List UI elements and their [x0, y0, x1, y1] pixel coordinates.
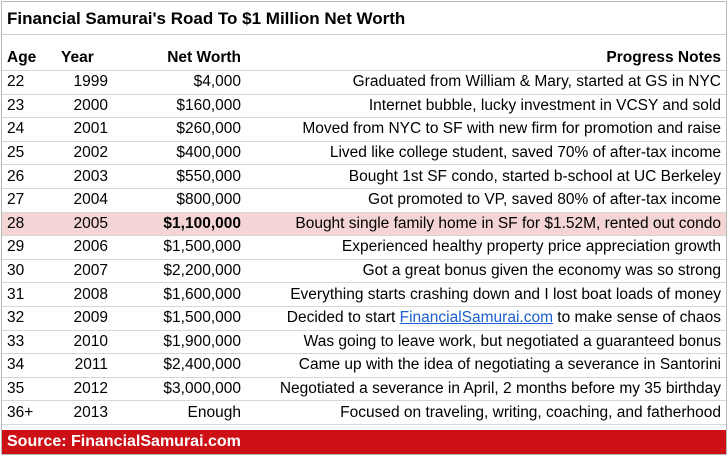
table-row: [2, 330, 726, 354]
age-cell: 33: [2, 330, 56, 354]
age-cell: 36+: [2, 401, 56, 425]
table-row: [2, 141, 726, 165]
column-header-year: Year: [56, 46, 113, 71]
note-cell: Bought 1st SF condo, started b-school at UC Berkeley: [246, 165, 726, 189]
age-cell: 25: [2, 141, 56, 165]
net-worth-cell: $2,200,000: [113, 259, 246, 283]
table-row: [2, 283, 726, 307]
net-worth-cell: $1,100,000: [113, 212, 246, 236]
note-cell: Got promoted to VP, saved 80% of after-tax income: [246, 188, 726, 212]
year-cell: 2005: [56, 212, 113, 236]
age-cell: 24: [2, 118, 56, 142]
age-cell: 29: [2, 236, 56, 260]
financialsamurai-link[interactable]: FinancialSamurai.com: [399, 309, 553, 327]
note-cell: Everything starts crashing down and I lost boat loads of money: [246, 283, 726, 307]
table-row: [2, 306, 726, 330]
year-cell: 2011: [56, 354, 113, 378]
net-worth-cell: $1,900,000: [113, 330, 246, 354]
age-cell: 23: [2, 94, 56, 118]
year-cell: 2008: [56, 283, 113, 307]
net-worth-cell: Enough: [113, 401, 246, 425]
net-worth-cell: $550,000: [113, 165, 246, 189]
note-text-after-link: to make sense of chaos: [552, 309, 721, 327]
column-header-age: Age: [2, 46, 56, 71]
year-cell: 2010: [56, 330, 113, 354]
year-cell: 2009: [56, 306, 113, 330]
net-worth-cell: $2,400,000: [113, 354, 246, 378]
year-cell: 2013: [56, 401, 113, 425]
age-cell: 34: [2, 354, 56, 378]
table-row: [2, 377, 726, 401]
header-row: [2, 46, 726, 71]
age-cell: 35: [2, 377, 56, 401]
table-row: [2, 401, 726, 425]
spreadsheet: [1, 1, 727, 455]
note-cell: Was going to leave work, but negotiated a guaranteed bonus: [246, 330, 726, 354]
note-cell: Graduated from William & Mary, started at GS in NYC: [246, 71, 726, 95]
column-header-net-worth: Net Worth: [113, 46, 246, 71]
note-cell: [246, 306, 726, 330]
year-cell: 2000: [56, 94, 113, 118]
net-worth-cell: $3,000,000: [113, 377, 246, 401]
age-cell: 22: [2, 71, 56, 95]
age-cell: 30: [2, 259, 56, 283]
year-cell: 2003: [56, 165, 113, 189]
note-cell: Focused on traveling, writing, coaching, and fatherhood: [246, 401, 726, 425]
net-worth-cell: $1,500,000: [113, 236, 246, 260]
net-worth-cell: $800,000: [113, 188, 246, 212]
table-row: [2, 94, 726, 118]
table-title: Financial Samurai's Road To $1 Million Net Worth: [2, 2, 726, 35]
net-worth-cell: $4,000: [113, 71, 246, 95]
age-cell: 26: [2, 165, 56, 189]
year-cell: 1999: [56, 71, 113, 95]
year-cell: 2001: [56, 118, 113, 142]
table-row: [2, 236, 726, 260]
net-worth-cell: $1,500,000: [113, 306, 246, 330]
age-cell: 28: [2, 212, 56, 236]
note-cell: Experienced healthy property price appreciation growth: [246, 236, 726, 260]
age-cell: 31: [2, 283, 56, 307]
net-worth-table: [2, 46, 726, 425]
age-cell: 27: [2, 188, 56, 212]
column-header-progress-notes: Progress Notes: [246, 46, 726, 71]
net-worth-cell: $260,000: [113, 118, 246, 142]
note-cell: Got a great bonus given the economy was so strong: [246, 259, 726, 283]
year-cell: 2002: [56, 141, 113, 165]
net-worth-cell: $1,600,000: [113, 283, 246, 307]
note-cell: Bought single family home in SF for $1.52M, rented out condo: [246, 212, 726, 236]
year-cell: 2006: [56, 236, 113, 260]
table-row: [2, 354, 726, 378]
year-cell: 2004: [56, 188, 113, 212]
table-row: [2, 188, 726, 212]
table-row: [2, 259, 726, 283]
net-worth-cell: $160,000: [113, 94, 246, 118]
age-cell: 32: [2, 306, 56, 330]
year-cell: 2012: [56, 377, 113, 401]
net-worth-cell: $400,000: [113, 141, 246, 165]
note-cell: Came up with the idea of negotiating a severance in Santorini: [246, 354, 726, 378]
table-row: [2, 165, 726, 189]
note-cell: Negotiated a severance in April, 2 months before my 35 birthday: [246, 377, 726, 401]
year-cell: 2007: [56, 259, 113, 283]
table-row: [2, 118, 726, 142]
table-row: [2, 71, 726, 95]
note-cell: Lived like college student, saved 70% of after-tax income: [246, 141, 726, 165]
table-row-highlighted: [2, 212, 726, 236]
note-cell: Internet bubble, lucky investment in VCSY and sold: [246, 94, 726, 118]
note-text-before-link: Decided to start: [286, 309, 400, 327]
spacer-row: [2, 35, 726, 46]
source-footer: Source: FinancialSamurai.com: [2, 430, 726, 454]
note-cell: Moved from NYC to SF with new firm for promotion and raise: [246, 118, 726, 142]
